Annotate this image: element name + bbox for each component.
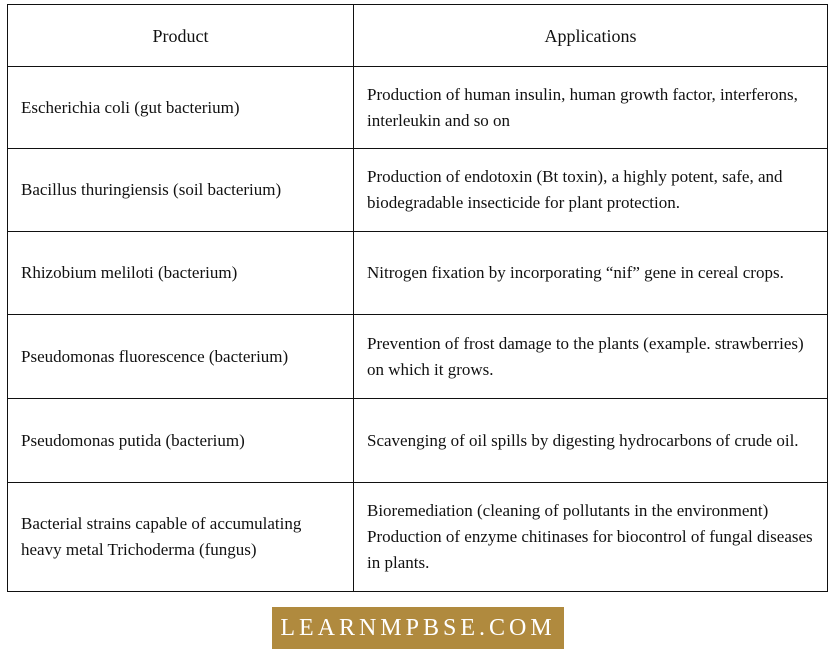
table-row <box>8 315 828 399</box>
table-row <box>8 399 828 483</box>
table-row <box>8 149 828 232</box>
application-cell: Production of human insulin, human growth factor, interferons, interleukin and so on <box>354 67 828 149</box>
table-row <box>8 232 828 315</box>
column-header-applications: Applications <box>354 5 828 67</box>
application-cell: Production of endotoxin (Bt toxin), a highly potent, safe, and biodegradable insecticide for plant protection. <box>354 149 828 232</box>
table-row <box>8 483 828 592</box>
site-watermark-banner: LEARNMPBSE.COM <box>272 607 564 649</box>
table-header-row <box>8 5 828 67</box>
column-header-product: Product <box>8 5 354 67</box>
products-applications-table <box>7 4 828 592</box>
product-cell: Rhizobium meliloti (bacterium) <box>8 232 354 315</box>
application-cell: Scavenging of oil spills by digesting hydrocarbons of crude oil. <box>354 399 828 483</box>
product-cell: Pseudomonas fluorescence (bacterium) <box>8 315 354 399</box>
application-cell: Prevention of frost damage to the plants (example. strawberries) on which it grows. <box>354 315 828 399</box>
table-row <box>8 67 828 149</box>
products-table-container <box>7 4 827 592</box>
product-cell: Bacterial strains capable of accumulating heavy metal Trichoderma (fungus) <box>8 483 354 592</box>
product-cell: Bacillus thuringiensis (soil bacterium) <box>8 149 354 232</box>
product-cell: Pseudomonas putida (bacterium) <box>8 399 354 483</box>
application-cell: Bioremediation (cleaning of pollutants in the environment) Production of enzyme chitinases for biocontrol of fungal diseases in plants. <box>354 483 828 592</box>
product-cell: Escherichia coli (gut bacterium) <box>8 67 354 149</box>
application-cell: Nitrogen fixation by incorporating “nif” gene in cereal crops. <box>354 232 828 315</box>
